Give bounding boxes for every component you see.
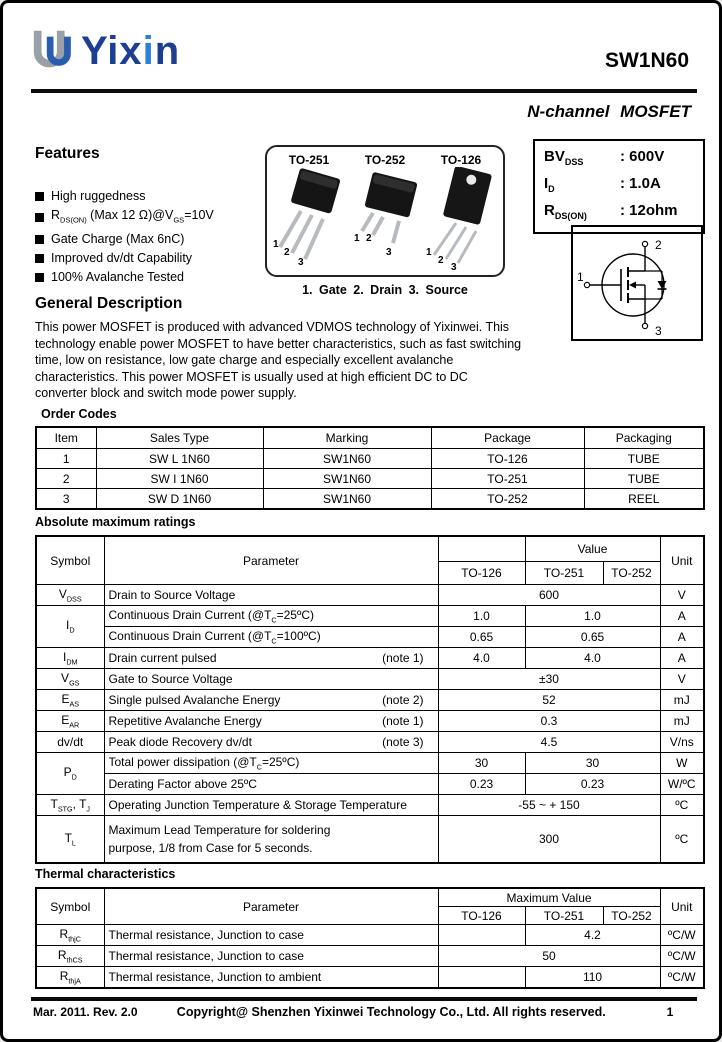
table-row (36, 816, 704, 864)
unit-cell: mJ (660, 711, 704, 732)
feature-text: High ruggedness (51, 189, 146, 203)
parameter-cell (104, 585, 438, 606)
value-cell: 1.0 (525, 606, 660, 627)
header-divider (31, 89, 697, 93)
parameter-text: Single pulsed Avalanche Energy (108, 693, 281, 707)
unit-cell: mJ (660, 690, 704, 711)
feature-item (35, 230, 265, 249)
parameter-cell (104, 816, 438, 864)
rating-symbol: $BV_{DSS}$ (544, 148, 584, 167)
thermal-title: Thermal characteristics (35, 867, 176, 881)
value-cell (438, 925, 525, 946)
symbol-cell (36, 648, 104, 669)
value-cell: 0.23 (438, 774, 525, 795)
unit-cell: W (660, 753, 704, 774)
note-ref: (note 2) (382, 693, 424, 707)
table-cell: SW D 1N60 (96, 489, 263, 510)
pin-number: 1 (426, 247, 432, 258)
unit-cell: ºC/W (660, 925, 704, 946)
symbol-cell (36, 711, 104, 732)
value-cell: 110 (525, 967, 660, 989)
features-section (35, 145, 265, 287)
bullet-square-icon (35, 192, 44, 201)
value-cell: 600 (438, 585, 660, 606)
brand-part-2: i (142, 28, 155, 73)
bullet-square-icon (35, 273, 44, 282)
header-cell: Packaging (584, 427, 704, 449)
table-row (36, 732, 704, 753)
brand-logo (29, 25, 180, 77)
mosfet-symbol-box (571, 225, 703, 341)
symbol-cell (36, 816, 104, 864)
brand-part-3: n (154, 28, 181, 73)
bullet-square-icon (35, 235, 44, 244)
table-row (36, 967, 704, 989)
value-cell: 52 (438, 690, 660, 711)
feature-text: 100% Avalanche Tested (51, 269, 184, 284)
parameter-text: Repetitive Avalanche Energy (108, 714, 262, 728)
parameter-cell (104, 774, 438, 795)
table-cell: SW1N60 (263, 469, 431, 489)
unit-cell: ºC (660, 795, 704, 816)
symbol-text: $R_{thjA}$ (59, 968, 81, 986)
table-row (36, 449, 704, 469)
table-row (36, 606, 704, 627)
symbol-cell (36, 606, 104, 648)
revision-date: Mar. 2011. Rev. 2.0 (33, 1005, 138, 1019)
feature-item (35, 206, 265, 230)
header-cell-unit: Unit (660, 536, 704, 585)
header-cell: Package (431, 427, 584, 449)
device-type-subtitle: N-channel MOSFET (527, 102, 691, 121)
value-cell: 30 (438, 753, 525, 774)
table-cell: SW1N60 (263, 449, 431, 469)
symbol-cell (36, 925, 104, 946)
table-cell: SW L 1N60 (96, 449, 263, 469)
symbol-pin-source: 3 (655, 324, 662, 338)
table-cell: 2 (36, 469, 96, 489)
value-cell: 0.23 (525, 774, 660, 795)
general-description-text: This power MOSFET is produced with advanced VDMOS technology of Yixinwei. This technology enable power MOSFET to have better characteristics, such as fast switching time, low on resistance, low gate charge and especially excellent avalanche characteristics. This power MOSFET is usually used at high efficient DC to DC converter block and switch mode power supply. (35, 320, 522, 401)
parameter-text: Drain to Source Voltage (108, 588, 236, 602)
value-cell: 4.0 (438, 648, 525, 669)
package-diagram-box (265, 145, 505, 277)
symbol-text: $R_{thCS}$ (57, 947, 83, 965)
rating-row (544, 173, 694, 200)
feature-item (35, 187, 265, 206)
thermal-table (35, 887, 705, 989)
header-cell-package: TO-126 (438, 562, 525, 585)
feature-text: Improved dv/dt Capability (51, 250, 193, 265)
header-cell-parameter: Parameter (104, 536, 438, 585)
note-ref: (note 1) (382, 651, 424, 665)
table-row (36, 946, 704, 967)
table-row (36, 469, 704, 489)
rating-value: : 12ohm (620, 202, 678, 219)
order-codes-title: Order Codes (41, 407, 117, 421)
symbol-text: $E_{AS}$ (61, 691, 80, 709)
order-codes-table (35, 426, 705, 510)
header-cell: Sales Type (96, 427, 263, 449)
header-cell-package: TO-251 (525, 907, 603, 925)
parameter-cell (104, 711, 438, 732)
parameter-cell (104, 732, 438, 753)
table-row (36, 774, 704, 795)
parameter-cell (104, 690, 438, 711)
header-cell-symbol: Symbol (36, 888, 104, 925)
package-label: TO-252 (364, 153, 406, 167)
feature-text: Gate Charge (Max 6nC) (51, 231, 185, 246)
feature-item (35, 268, 265, 287)
table-header-row (36, 888, 704, 907)
note-ref: (note 1) (382, 714, 424, 728)
parameter-text: Derating Factor above 25ºC (108, 777, 257, 791)
pin-number: 1 (273, 239, 279, 250)
table-row (36, 489, 704, 510)
brand-part-1: Yix (81, 28, 143, 73)
header-cell-parameter: Parameter (104, 888, 438, 925)
value-cell: ±30 (438, 669, 660, 690)
symbol-text: $V_{GS}$ (61, 670, 80, 688)
parameter-text: Thermal resistance, Junction to case (108, 928, 304, 942)
value-cell: 4.5 (438, 732, 660, 753)
parameter-cell (104, 967, 438, 989)
pin-number: 2 (366, 233, 372, 244)
pin-number: 3 (386, 247, 392, 258)
symbol-text: $V_{DSS}$ (58, 586, 82, 604)
table-cell: 3 (36, 489, 96, 510)
brand-name (81, 29, 180, 74)
parameter-cell (104, 627, 438, 648)
symbol-cell (36, 753, 104, 795)
header-cell-package: TO-126 (438, 907, 525, 925)
value-cell: 30 (525, 753, 660, 774)
table-row (36, 648, 704, 669)
unit-cell: A (660, 606, 704, 627)
footer-divider (31, 997, 697, 1001)
unit-cell: A (660, 648, 704, 669)
parameter-cell (104, 946, 438, 967)
header-cell-value: Value (525, 536, 660, 562)
table-cell: TO-252 (431, 489, 584, 510)
bullet-square-icon (35, 254, 44, 263)
brand-logo-icon (29, 25, 79, 77)
pin-number: 3 (451, 262, 457, 271)
symbol-cell (36, 669, 104, 690)
pin-number: 2 (438, 255, 444, 266)
table-cell: SW I 1N60 (96, 469, 263, 489)
unit-cell: W/ºC (660, 774, 704, 795)
parameter-text: Continuous Drain Current $(@T_C=25ºC)$ (108, 607, 315, 625)
copyright-text: Copyright@ Shenzhen Yixinwei Technology Co., Ltd. All rights reserved. (176, 1005, 606, 1019)
parameter-text: Operating Junction Temperature & Storage Temperature (108, 798, 407, 812)
parameter-text: Total power dissipation $(@T_C=25ºC)$ (108, 754, 300, 772)
symbol-text: $E_{AR}$ (61, 712, 80, 730)
table-cell: REEL (584, 489, 704, 510)
bullet-square-icon (35, 213, 44, 222)
pin-number: 3 (298, 257, 304, 268)
abs-max-title: Absolute maximum ratings (35, 515, 196, 529)
value-cell: 50 (438, 946, 660, 967)
header-cell: Item (36, 427, 96, 449)
symbol-text: dv/dt (57, 735, 84, 749)
key-ratings-box (533, 139, 705, 234)
unit-cell: V (660, 669, 704, 690)
rating-value: : 1.0A (620, 175, 661, 192)
parameter-cell (104, 648, 438, 669)
rating-value: : 600V (620, 148, 665, 165)
rating-symbol: $R_{DS(ON)}$ (544, 202, 587, 221)
abs-max-section (35, 515, 705, 864)
table-cell: TUBE (584, 469, 704, 489)
symbol-text: $R_{thjC}$ (59, 926, 81, 944)
value-cell: 0.3 (438, 711, 660, 732)
table-row (36, 711, 704, 732)
symbol-cell (36, 585, 104, 606)
value-cell: -55 ~ + 150 (438, 795, 660, 816)
table-cell: 1 (36, 449, 96, 469)
parameter-cell (104, 606, 438, 627)
table-row (36, 585, 704, 606)
features-title: Features (35, 145, 100, 162)
symbol-cell (36, 732, 104, 753)
general-description-title: General Description (35, 295, 183, 312)
symbol-text: $T_{STG}$, $T_J$ (50, 796, 90, 814)
symbol-pin-drain: 2 (655, 238, 662, 252)
parameter-cell (104, 795, 438, 816)
symbol-cell (36, 946, 104, 967)
pin-number: 2 (284, 247, 290, 258)
feature-text: $R_{DS(ON)}$ (Max 12 $\Omega)@V_{GS}=10V$ (51, 208, 214, 225)
footer (33, 1005, 695, 1019)
table-row (36, 753, 704, 774)
header-cell-package: TO-251 (525, 562, 603, 585)
parameter-cell (104, 669, 438, 690)
value-cell: 4.0 (525, 648, 660, 669)
table-row (36, 669, 704, 690)
parameter-text: Peak diode Recovery dv/dt (108, 735, 252, 749)
table-header-row (36, 536, 704, 562)
unit-cell: ºC/W (660, 946, 704, 967)
unit-cell: ºC (660, 816, 704, 864)
note-ref: (note 3) (382, 735, 424, 749)
table-header-row (36, 427, 704, 449)
table-row (36, 690, 704, 711)
rating-row (544, 200, 694, 227)
general-description-section (35, 295, 523, 402)
value-cell: 4.2 (525, 925, 660, 946)
thermal-section (35, 867, 705, 989)
parameter-cell (104, 925, 438, 946)
symbol-text: $P_D$ (63, 765, 77, 782)
page-number: 1 (666, 1005, 674, 1019)
symbol-cell (36, 690, 104, 711)
package-to252-image (348, 167, 422, 271)
table-row (36, 925, 704, 946)
header-cell-package: TO-252 (603, 562, 660, 585)
symbol-cell (36, 795, 104, 816)
parameter-text: Maximum Lead Temperature for soldering purpose, 1/8 from Case for 5 seconds. (108, 823, 331, 855)
mosfet-symbol (573, 227, 701, 339)
symbol-text: $T_L$ (64, 830, 76, 848)
package-label: TO-126 (440, 153, 482, 167)
value-cell: 0.65 (438, 627, 525, 648)
rating-symbol: $I_D$ (544, 175, 555, 194)
table-cell: TO-126 (431, 449, 584, 469)
header-cell: Marking (263, 427, 431, 449)
package-col-to251 (271, 153, 347, 275)
feature-item (35, 249, 265, 268)
parameter-text: Gate to Source Voltage (108, 672, 233, 686)
table-cell: SW1N60 (263, 489, 431, 510)
package-label: TO-251 (288, 153, 330, 167)
pin-number: 1 (354, 233, 360, 244)
symbol-text: $I_{DM}$ (62, 649, 78, 667)
unit-cell: V (660, 585, 704, 606)
package-to251-image (272, 167, 346, 271)
unit-cell: ºC/W (660, 967, 704, 989)
symbol-text: $I_D$ (65, 618, 75, 635)
parameter-text: Drain current pulsed (108, 651, 217, 665)
value-cell: 0.65 (525, 627, 660, 648)
unit-cell: A (660, 627, 704, 648)
value-cell: 1.0 (438, 606, 525, 627)
table-row (36, 795, 704, 816)
pin-assignment-caption: 1. Gate 2. Drain 3. Source (302, 283, 468, 297)
header-cell-symbol: Symbol (36, 536, 104, 585)
header-cell-unit: Unit (660, 888, 704, 925)
package-to126-image (424, 167, 498, 271)
order-codes-section (35, 407, 705, 510)
package-col-to126 (423, 153, 499, 275)
header-cell-empty (438, 536, 525, 562)
symbol-pin-gate: 1 (577, 270, 584, 284)
parameter-text: Continuous Drain Current $(@T_C=100ºC)$ (108, 628, 321, 646)
rating-row (544, 146, 694, 173)
table-row (36, 627, 704, 648)
header-cell-package: TO-252 (603, 907, 660, 925)
abs-max-table (35, 535, 705, 864)
table-cell: TUBE (584, 449, 704, 469)
parameter-cell (104, 753, 438, 774)
value-cell: 300 (438, 816, 660, 864)
header-cell-value: Maximum Value (438, 888, 660, 907)
table-cell: TO-251 (431, 469, 584, 489)
unit-cell: V/ns (660, 732, 704, 753)
package-col-to252 (347, 153, 423, 275)
parameter-text: Thermal resistance, Junction to ambient (108, 970, 322, 984)
parameter-text: Thermal resistance, Junction to case (108, 949, 304, 963)
part-number: SW1N60 (604, 49, 689, 72)
symbol-cell (36, 967, 104, 989)
value-cell (438, 967, 525, 989)
